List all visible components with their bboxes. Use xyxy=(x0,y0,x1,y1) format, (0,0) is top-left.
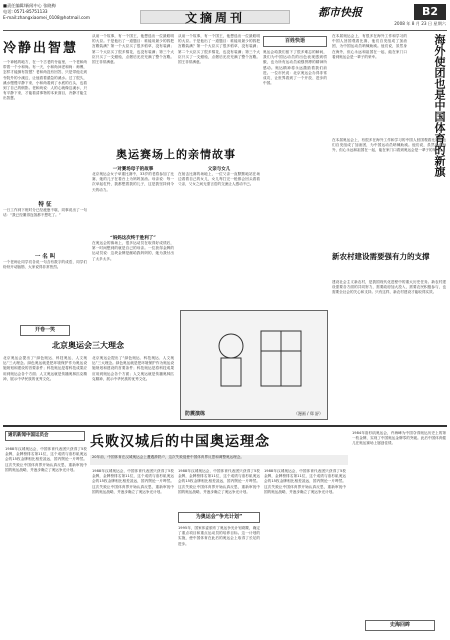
ambassador-body: 在本届奥运会上，有很多在海外工作和学习的中国人回国观看比赛，他们自发组成了加油团，为中国运动员呐喊助威。他们说，虽然身在海外，但心永远和祖国在一起，能在家门口看到奥运会是一辈子的荣幸。 xyxy=(332,34,407,59)
mother-sub-1: 一对赛场母子的故事 xyxy=(112,167,154,172)
cartoon-credit: （漫画 / 郑 舒） xyxy=(293,411,323,416)
beijing-body-1: 北京奥运会提出了“绿色奥运、科技奥运、人文奥运”三大理念。绿色奥运就是把环境保护作为奥运设施规划和建设的首要条件；科技奥运是将科技成果应用到奥运会各个方面；人文奥运就是传播奥林匹克精神，展示中华民族的优秀文化。 xyxy=(3,356,87,381)
column-tag: 开卷一笑 xyxy=(20,325,70,336)
calm-title-box xyxy=(3,34,89,58)
cartoon-frame xyxy=(180,310,328,420)
bottom-body-3: 1988年汉城奥运会，中国体育代表团只获得了5枚金牌，金牌榜排名第11位，这个成绩与洛杉矶奥运会的15枚金牌相比相差甚远，国内舆论一片哗然。这次失败让中国体育界开始认真反思，重新审视中国的奥运战略，并逐步确立了奥运争光计划。 xyxy=(178,469,260,494)
mother-body-3: 在奥运会的赛场上，很多运动员在取得好成绩后，第一时间想到的就是自己的母亲。一位获得金牌的运动员说：这块金牌是献给我妈妈的，她为我付出了太多太多。 xyxy=(92,241,174,261)
mother-title-box xyxy=(92,146,260,162)
history-body: 1984年洛杉矶奥运会，许海峰为中国夺得奥运历史上的第一枚金牌，实现了中国奥运金牌零的突破。此后中国体育健儿在奥运赛场上屡创佳绩。 xyxy=(352,431,446,446)
mother-sub-3: “妈妈这次终于胜利了” xyxy=(110,236,156,241)
mother-col-1 xyxy=(92,166,174,316)
ambassador-body-2: 在本届奥运会上，有很多在海外工作和学习的中国人回国观看比赛，他们自发组成了加油团，为中国运动员呐喊助威。他们说，虽然身在海外，但心永远和祖国在一起，能在家门口看到奥运会是一辈子的荣幸。 xyxy=(332,138,446,153)
story-body-continued: 从前一个故事，有一个国王，他想选出一位最聪明的大臣。于是他出了一道题目：谁能用最少的钱把宫殿装满？第一个大臣买了很多稻草，没有装满；第二个大臣买了很多棉花，也没有装满；第三个大臣只买了一支蜡烛，点燃后光亮充满了整个宫殿。国王非常满意。 xyxy=(178,34,260,65)
calm-body: 一个神秘的地方，在一个古老的寺庙里，一个老和尚带着一个小和尚。有一天，小和尚问老和尚：师傅，怎样才能拥有智慧？老和尚没有回答，只是带他走到寺院外的小溪边，让他看着湍急的溪水。过了很久，溪水慢慢平静下来，小和尚看到了水底的石头，也看到了自己的倒影。老和尚说：人的心就像这溪水，只有平静下来，才能看清事物的本来面目，冷静才能生出智慧。 xyxy=(3,60,87,101)
inner-box-body: 1995年，国家体委颁布了奥运争光计划纲要，确定了重点项目和重点运动员的培养目标。这一计划的实施，使中国体育在此后的奥运会上取得了长足的进步。 xyxy=(178,526,260,546)
issue-date: 2008 年 8 月 23 日 星期六 xyxy=(394,21,446,26)
brand-logo: 都市快报 xyxy=(318,6,362,19)
beijing-body-2: 北京奥运会提出了“绿色奥运、科技奥运、人文奥运”三大理念。绿色奥运就是把环境保护作为奥运设施规划和建设的首要条件；科技奥运是将科技成果应用到奥运会各个方面；人文奥运就是传播奥林匹克精神，展示中华民族的优秀文化。 xyxy=(92,356,174,381)
calm-title: 冷静出智慧 xyxy=(3,41,79,56)
mother-col-2 xyxy=(178,166,260,316)
bottom-col-3-top xyxy=(178,469,260,509)
beijing-title: 北京奥运会三大理念 xyxy=(52,340,124,350)
phone-line: 电话: 0571-85751133 xyxy=(3,9,48,14)
humor-title-1: 特 征 xyxy=(38,202,52,208)
mother-title: 奥运赛场上的亲情故事 xyxy=(116,148,236,161)
quick-talk-title: 百姓快语 xyxy=(263,36,327,47)
humor-title-2: 一 名 叫 xyxy=(34,254,56,260)
section-title: 文摘周刊 xyxy=(184,11,245,25)
header-rule xyxy=(3,30,447,31)
humor-column xyxy=(3,200,87,325)
mother-body-2: 在射击比赛的场地上，一位父亲一直默默地站在场边看着自己的女儿，女儿每打完一枪都会回头看看父亲，父女之间无需言语的交流让人感动不已。 xyxy=(178,172,260,187)
bottom-body-1: 1988年汉城奥运会，中国体育代表团只获得了5枚金牌，金牌榜排名第11位，这个成绩与洛杉矶奥运会的15枚金牌相比相差甚远，国内舆论一片哗然。这次失败让中国体育界开始认真反思，重新审视中国的奥运战略，并逐步确立了奥运争光计划。 xyxy=(5,447,87,472)
page-code: B2 xyxy=(414,4,446,20)
inner-box-title: 为奥运会“争光计划” xyxy=(178,512,260,523)
mother-body-1: 北京奥运会女子举重比赛中，33岁的老将参加了比赛，她的儿子在看台上为妈妈加油。母亲说：每一次举起杠铃，我都想着我的儿子，这是我坚持到今天的动力。 xyxy=(92,172,174,192)
email-line: E-mail:zhangxiaomei_0108@hotmail.com xyxy=(3,15,90,20)
humor-body-1: 一日工作到下班时分已经疲惫不堪，同事说出了一句话：“我已经累得连饭都不想吃了。” xyxy=(3,208,87,218)
rural-title: 新农村建设需要强有力的支撑 xyxy=(332,252,430,261)
cartoon-illustration xyxy=(181,311,327,401)
beijing-title-box xyxy=(3,340,173,354)
bottom-banner: 通讯新闻中国运员会 xyxy=(5,431,85,441)
history-title: 史海回眸 xyxy=(365,620,435,631)
story-body: 从前一个故事，有一个国王，他想选出一位最聪明的大臣。于是他出了一道题目：谁能用最少的钱把宫殿装满？第一个大臣买了很多稻草，没有装满；第二个大臣买了很多棉花，也没有装满；第三个大臣只买了一支蜡烛，点燃后光亮充满了整个宫殿。国王非常满意。 xyxy=(92,34,174,65)
editor-info xyxy=(3,3,123,21)
ambassador-title: 海外使团也是中国体育的新旗 xyxy=(433,34,446,177)
editor-line: ■责任编辑/新闻中心 张晓梅 xyxy=(3,3,56,8)
rural-body: 建设社会主义新农村，是我国现代化进程中的重大历史任务。新农村建设需要各方面的共同努力，需要政府加大投入，需要农民积极参与，也需要全社会的关心和支持。只有这样，新农村建设才能取得实效。 xyxy=(332,280,446,295)
cartoon-caption: 防震演练 xyxy=(185,411,206,417)
bottom-body-4: 1988年汉城奥运会，中国体育代表团只获得了5枚金牌，金牌榜排名第11位，这个成绩与洛杉矶奥运会的15枚金牌相比相差甚远，国内舆论一片哗然。这次失败让中国体育界开始认真反思，重新审视中国的奥运战略，并逐步确立了奥运争光计划。 xyxy=(264,469,346,494)
bottom-title: 兵败汉城后的中国奥运理念 xyxy=(90,434,270,450)
bottom-body-2: 1988年汉城奥运会，中国体育代表团只获得了5枚金牌，金牌榜排名第11位，这个成绩与洛杉矶奥运会的15枚金牌相比相差甚远，国内舆论一片哗然。这次失败让中国体育界开始认真反思，重新审视中国的奥运战略，并逐步确立了奥运争光计划。 xyxy=(92,469,174,494)
bottom-subtitle: 20年前，中国体育在汉城奥运会上遭遇滑铁卢，这次失败促使中国体育界反思和调整奥运理念。 xyxy=(90,455,348,465)
quick-talk-body: 奥运会给我们留下了很多难忘的瞬间，我们为中国运动员的出色表现感到骄傲，也为所有运动员顽强拼搏的精神所感动。奥运精神将永远激励着我们前进。一位市民说：北京奥运会办得非常成功，让世界看到了一个开放、进步的中国。 xyxy=(263,50,327,86)
humor-body-2: 一个老师让同学们各说一句含有数字的成语，同学们纷纷开动脑筋，大家说得非常热烈。 xyxy=(3,260,87,270)
bottom-title-box xyxy=(90,431,350,453)
mother-sub-2: 父亲与女儿 xyxy=(207,167,231,172)
section-header xyxy=(140,3,290,25)
bottom-rule xyxy=(3,425,447,427)
